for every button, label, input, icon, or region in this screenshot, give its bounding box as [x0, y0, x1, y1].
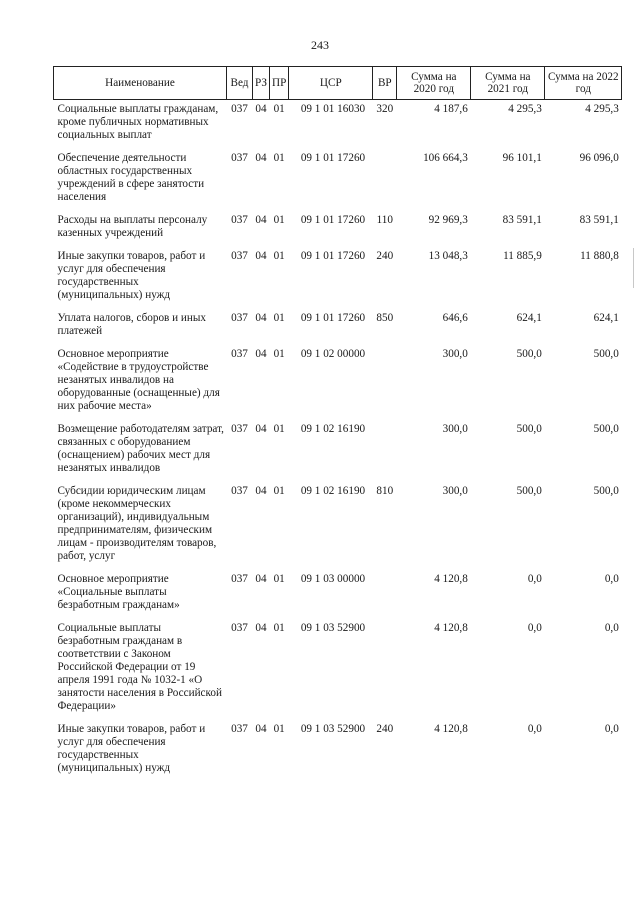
cell-ved: 037: [231, 348, 248, 360]
cell-sum2022: 500,0: [593, 485, 619, 497]
cell-name: Иные закупки товаров, работ и услуг для обеспечения государственных (муниципальных) нужд: [57, 723, 206, 774]
cell-pr: 01: [273, 214, 285, 226]
cell-sum2022: 0,0: [604, 573, 619, 585]
cell-csr: 09 1 02 16190: [300, 423, 366, 435]
cell-name: Субсидии юридическим лицам (кроме некоммерческих организаций), индивидуальным предпринимателям, физическим лицам - производителям товаров, работ, услуг: [57, 485, 217, 562]
cell-vr: 110: [376, 214, 393, 226]
cell-name: Социальные выплаты гражданам, кроме публичных нормативных социальных выплат: [57, 103, 219, 141]
cell-csr: 09 1 01 17260: [300, 250, 366, 262]
cell-sum2021: 4 295,3: [508, 103, 542, 115]
cell-sum2022: 0,0: [604, 723, 619, 735]
column-header-sum-2022: Сумма на 2022 год: [545, 67, 622, 100]
scan-edge-mark: [633, 248, 634, 288]
cell-rz: 04: [255, 214, 267, 226]
table-row: [54, 309, 622, 345]
table-row: [54, 149, 622, 211]
cell-ved: 037: [231, 723, 248, 735]
cell-sum2020: 106 664,3: [423, 152, 468, 164]
cell-vr: 240: [376, 250, 394, 262]
cell-pr: 01: [273, 152, 285, 164]
cell-sum2021: 500,0: [516, 423, 542, 435]
column-header-rz: РЗ: [253, 67, 270, 100]
column-header-sum-2021: Сумма на 2021 год: [471, 67, 545, 100]
page-number: 243: [311, 38, 329, 52]
cell-ved: 037: [231, 423, 248, 435]
cell-rz: 04: [255, 573, 267, 585]
table-row: [54, 482, 622, 570]
cell-rz: 04: [255, 723, 267, 735]
column-header-vr: ВР: [373, 67, 397, 100]
cell-name: Расходы на выплаты персоналу казенных учреждений: [57, 214, 208, 239]
cell-ved: 037: [231, 250, 248, 262]
cell-sum2022: 0,0: [604, 622, 619, 634]
cell-rz: 04: [255, 103, 267, 115]
cell-rz: 04: [255, 312, 267, 324]
column-header-csr: ЦСР: [289, 67, 373, 100]
table-row: [54, 720, 622, 782]
table-body: [54, 100, 622, 783]
cell-sum2022: 624,1: [593, 312, 619, 324]
cell-ved: 037: [231, 103, 248, 115]
cell-sum2021: 0,0: [527, 622, 542, 634]
cell-pr: 01: [273, 250, 285, 262]
cell-sum2020: 4 120,8: [434, 622, 468, 634]
budget-table: [53, 66, 622, 782]
table-row: [54, 420, 622, 482]
cell-sum2020: 13 048,3: [428, 250, 468, 262]
cell-pr: 01: [273, 348, 285, 360]
cell-vr: [373, 345, 397, 420]
cell-sum2022: 11 880,8: [580, 250, 619, 262]
cell-sum2021: 500,0: [516, 348, 542, 360]
cell-rz: 04: [255, 622, 267, 634]
cell-pr: 01: [273, 622, 285, 634]
cell-vr: 850: [376, 312, 394, 324]
cell-sum2020: 92 969,3: [428, 214, 468, 226]
cell-csr: 09 1 01 16030: [300, 103, 366, 115]
cell-sum2022: 500,0: [593, 423, 619, 435]
column-header-pr: ПР: [270, 67, 289, 100]
cell-csr: 09 1 02 00000: [300, 348, 366, 360]
table-row: [54, 570, 622, 619]
cell-name: Обеспечение деятельности областных государственных учреждений в сфере занятости населения: [57, 152, 205, 203]
table-row: [54, 247, 622, 309]
cell-name: Социальные выплаты безработным гражданам в соответствии с Законом Российской Федерации от 19 апреля 1991 года № 1032-1 «О занятости населения в Российской Федерации»: [57, 622, 222, 712]
cell-sum2020: 300,0: [442, 485, 468, 497]
cell-sum2020: 4 120,8: [434, 573, 468, 585]
table-header-row: [54, 67, 622, 100]
cell-sum2021: 83 591,1: [502, 214, 542, 226]
cell-sum2021: 96 101,1: [502, 152, 542, 164]
cell-rz: 04: [255, 250, 267, 262]
cell-name: Иные закупки товаров, работ и услуг для обеспечения государственных (муниципальных) нужд: [57, 250, 206, 301]
cell-ved: 037: [231, 214, 248, 226]
cell-csr: 09 1 01 17260: [300, 312, 366, 324]
cell-ved: 037: [231, 312, 248, 324]
cell-vr: 810: [376, 485, 394, 497]
cell-rz: 04: [255, 423, 267, 435]
cell-sum2020: 646,6: [442, 312, 468, 324]
cell-sum2020: 300,0: [442, 348, 468, 360]
column-header-sum-2020: Сумма на 2020 год: [397, 67, 471, 100]
cell-csr: 09 1 03 52900: [300, 622, 366, 634]
cell-vr: [373, 619, 397, 720]
cell-csr: 09 1 03 00000: [300, 573, 366, 585]
cell-csr: 09 1 03 52900: [300, 723, 366, 735]
cell-name: Возмещение работодателям затрат, связанных с оборудованием (оснащением) рабочих мест для незанятых инвалидов: [57, 423, 224, 474]
table-row: [54, 211, 622, 247]
cell-sum2021: 0,0: [527, 723, 542, 735]
table-row: [54, 100, 622, 150]
cell-vr: 320: [376, 103, 394, 115]
cell-sum2021: 624,1: [516, 312, 542, 324]
cell-pr: 01: [273, 103, 285, 115]
table-row: [54, 619, 622, 720]
cell-sum2022: 96 096,0: [579, 152, 619, 164]
cell-pr: 01: [273, 573, 285, 585]
cell-name: Основное мероприятие «Содействие в трудоустройстве незанятых инвалидов на оборудованные (оснащенные) для них рабочие места»: [57, 348, 220, 412]
cell-name: Уплата налогов, сборов и иных платежей: [57, 312, 207, 337]
cell-ved: 037: [231, 485, 248, 497]
cell-sum2021: 500,0: [516, 485, 542, 497]
cell-csr: 09 1 01 17260: [300, 214, 366, 226]
cell-vr: [373, 570, 397, 619]
cell-sum2020: 4 120,8: [434, 723, 468, 735]
column-header-name: Наименование: [54, 67, 227, 100]
cell-ved: 037: [231, 152, 248, 164]
table-row: [54, 345, 622, 420]
cell-vr: [373, 149, 397, 211]
cell-pr: 01: [273, 485, 285, 497]
cell-ved: 037: [231, 573, 248, 585]
cell-sum2020: 4 187,6: [434, 103, 468, 115]
cell-rz: 04: [255, 485, 267, 497]
column-header-ved: Вед: [227, 67, 253, 100]
cell-pr: 01: [273, 423, 285, 435]
cell-vr: 240: [376, 723, 394, 735]
cell-sum2022: 83 591,1: [579, 214, 619, 226]
cell-pr: 01: [273, 723, 285, 735]
cell-ved: 037: [231, 622, 248, 634]
cell-vr: [373, 420, 397, 482]
cell-sum2021: 0,0: [527, 573, 542, 585]
cell-csr: 09 1 02 16190: [300, 485, 366, 497]
cell-sum2022: 500,0: [593, 348, 619, 360]
cell-rz: 04: [255, 348, 267, 360]
cell-sum2022: 4 295,3: [585, 103, 619, 115]
cell-rz: 04: [255, 152, 267, 164]
cell-name: Основное мероприятие «Социальные выплаты безработным гражданам»: [57, 573, 180, 611]
cell-sum2021: 11 885,9: [503, 250, 542, 262]
cell-pr: 01: [273, 312, 285, 324]
cell-csr: 09 1 01 17260: [300, 152, 366, 164]
cell-sum2020: 300,0: [442, 423, 468, 435]
